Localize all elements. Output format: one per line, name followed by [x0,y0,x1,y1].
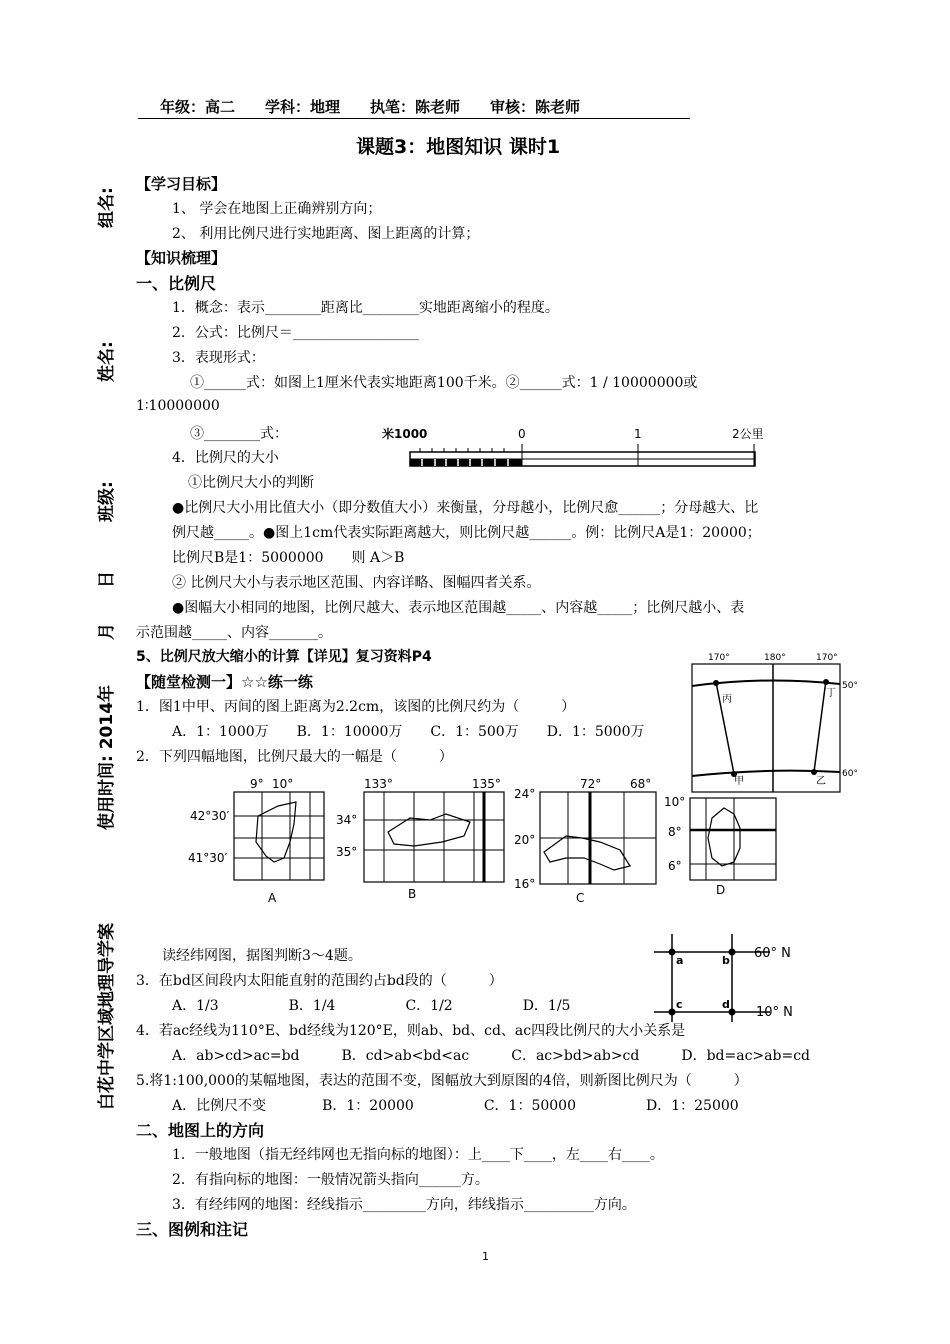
question-3: 3．在bd区间段内太阳能直射的范围约占bd段的（ ） [136,973,503,989]
question-1: 1．图1中甲、丙间的图上距离为2.2cm，该图的比例尺约为（ ） [136,699,576,715]
scale-two-label: 2公里 [732,427,764,441]
side-group-label: 组名: [97,187,117,228]
sec1-line: 例尺越_____。●图上1cm代表实际距离越大，则比例尺越______。例：比例尺A是1：20000； [172,525,761,541]
question-1-options: A．1：1000万 B．1：10000万 C．1：500万 D．1：5000万 [172,724,645,740]
page-number: 1 [482,1250,489,1263]
side-month-label: 月 [97,623,117,640]
map-b-lon: 133° [364,777,393,791]
map-a-lat: 42°30′ [190,809,230,823]
knowledge-heading: 【知识梳理】 [136,249,227,267]
read-map-intro: 读经纬网图，据图判断3～4题。 [162,948,362,964]
sec1-line: 示范围越_____、内容_______。 [136,625,332,641]
fig1-lon-label: 170° [816,653,838,663]
side-school-label: 白花中学区域地理导学案 [97,923,117,1110]
side-day-label: 日 [97,571,117,588]
fig1-lat-label: 60° [842,769,858,779]
fig1-lon-label: 180° [764,653,786,663]
sec1-line: ①比例尺大小的判断 [188,475,314,491]
goal-item: 1、 学会在地图上正确辨别方向； [172,201,382,217]
figure1-graticule [676,650,866,795]
test1-heading: 【随堂检测一】☆☆练一练 [136,673,313,691]
question-5: 5.将1:100,000的某幅地图，表达的范围不变，图幅放大到原图的4倍，则新图比例尺为（ ） [136,1073,748,1089]
map-a-lon: 9° [250,777,264,791]
map-a-lat: 41°30′ [188,851,228,865]
map-d-lat: 10° [664,795,686,809]
sec1-line: ●比例尺大小用比值大小（即分数值大小）来衡量，分母越小，比例尺愈______；分母越大、比 [172,500,759,516]
question-2: 2．下列四幅地图，比例尺最大的一幅是（ ） [136,749,453,765]
map-b-lat: 34° [336,813,358,827]
goal-item: 2、 利用比例尺进行实地距离、图上距离的计算； [172,226,480,242]
fig1-lon-label: 170° [708,653,730,663]
map-c-lon: 68° [630,777,652,791]
point-b: b [722,954,730,967]
question-4-options: A．ab>cd>ac=bd B．cd>ab<bd<ac C．ac>bd>ab>cd D．bd=ac>ab=cd [172,1048,810,1064]
goals-heading: 【学习目标】 [136,175,227,193]
fig1-point-jia: 甲 [734,776,744,787]
map-b [334,772,510,906]
sec1-line: 1．概念：表示________距离比________实地距离缩小的程度。 [172,300,559,316]
map-c [510,772,660,908]
map-c-lon: 72° [580,777,602,791]
sec1-line: ①______式：如图上1厘米代表实地距离100千米。②______式：1 / 10000000或 [190,375,698,391]
fig1-point-yi: 乙 [816,776,826,787]
lat-10n: 10° N [756,1005,793,1020]
fig1-lat-label: 50° [842,681,858,691]
section2-heading: 二、地图上的方向 [136,1121,265,1140]
lat-60n: 60° N [754,946,791,961]
map-a-lon: 10° [272,777,294,791]
map-c-label: C [576,891,585,905]
map-c-lat: 16° [514,877,536,891]
sec1-line: ③________式： [190,426,288,442]
question-5-options: A．比例尺不变 B．1：20000 C．1：50000 D．1：25000 [172,1098,739,1114]
map-b-label: B [408,887,417,901]
scale-zero-label: 0 [518,427,526,441]
scale-left-label: 米1000 [382,427,428,441]
scale-one-label: 1 [634,427,642,441]
linear-scale-bar [380,422,764,474]
sec1-line: 3．表现形式： [172,350,265,366]
sec1-line: 2．公式：比例尺＝__________________ [172,325,419,341]
map-b-lat: 35° [336,845,358,859]
page-title: 课题3：地图知识 课时1 [356,136,561,158]
sec2-line: 1．一般地图（指无经纬网也无指向标的地图）：上____下____，左____右____。 [172,1147,664,1163]
map-d [664,788,804,900]
map-a [186,772,332,906]
section3-heading: 三、图例和注记 [136,1220,249,1239]
header-line: 年级：高二 学科：地理 执笔：陈老师 审核：陈老师 [138,96,690,119]
sec1-line: 比例尺B是1：5000000 则 A＞B [172,550,405,566]
question-4: 4．若ac经线为110°E、bd经线为120°E，则ab、bd、cd、ac四段比例尺的大小关系是 [136,1023,686,1039]
map-d-label: D [716,883,726,897]
sec2-line: 2．有指向标的地图：一般情况箭头指向______方。 [172,1172,489,1188]
sec1-line: 5、比例尺放大缩小的计算【详见】复习资料P4 [136,649,432,665]
graticule-abcd [640,930,810,1022]
point-d: d [722,998,730,1011]
side-name-label: 姓名: [97,341,117,382]
sec1-line: ●图幅大小相同的地图，比例尺越大、表示地区范围越_____、内容越_____；比例尺越小、表 [172,600,745,616]
map-b-lon: 135° [472,777,501,791]
side-class-label: 班级: [97,481,117,522]
sec1-line: 4．比例尺的大小 [172,450,279,466]
map-d-lat: 8° [668,825,682,839]
map-d-lat: 6° [668,859,682,873]
map-a-label: A [268,891,277,905]
section1-heading: 一、比例尺 [136,274,217,293]
sec1-line: 1∶10000000 [136,398,220,414]
map-c-lat: 20° [514,833,536,847]
sec1-line: ② 比例尺大小与表示地区范围、内容详略、图幅四者关系。 [172,575,541,591]
map-c-lat: 24° [514,787,536,801]
question-3-options: A．1/3 B．1/4 C．1/2 D．1/5 [172,998,571,1014]
fig1-point-bing: 丙 [722,694,732,705]
point-a: a [676,954,684,967]
side-usage-label: 使用时间: 2014年 [97,684,117,830]
sec2-line: 3．有经纬网的地图：经线指示_________方向，纬线指示__________方向。 [172,1197,636,1213]
point-c: c [676,998,683,1011]
fig1-point-ding: 丁 [826,688,836,699]
